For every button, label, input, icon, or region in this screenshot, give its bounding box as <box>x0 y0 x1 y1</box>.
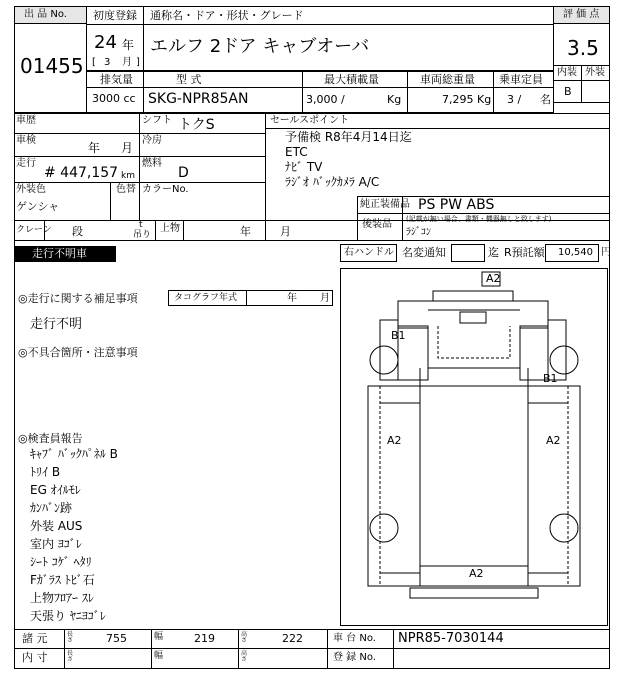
inspection-label: 車検 <box>16 135 36 146</box>
inspector-item: 天張り ﾔﾆﾖｺﾞﾚ <box>30 609 106 623</box>
type-value: SKG-NPR85AN <box>148 91 249 107</box>
gvw-value: 7,295 <box>442 93 474 106</box>
model-label: 通称名・ドア・形状・グレード <box>150 9 304 22</box>
sales-point-line: 予備検 R8年4月14日迄 <box>285 130 412 144</box>
sales-point-line: ETC <box>285 145 308 159</box>
body-month: 月 <box>280 225 291 238</box>
inspection-year: 年 <box>88 141 101 155</box>
divider <box>183 220 184 240</box>
inspector-item: 上物ﾌﾛｱｰ ｽﾚ <box>30 591 94 605</box>
shift-label: シフト <box>142 115 172 126</box>
dims-label: 諸 元 <box>22 632 48 645</box>
inspector-item: ﾄﾘｲ B <box>30 465 61 479</box>
inner-length-label: 長さ <box>67 650 74 663</box>
divider <box>14 156 265 157</box>
divider <box>155 220 156 240</box>
inspector-item: EG ｵｲﾙﾓﾚ <box>30 483 81 497</box>
body-label: 上物 <box>160 223 180 234</box>
aftermarket-value: ﾗｼﾞｺﾝ <box>406 227 431 238</box>
color-value: ゲンシャ <box>16 200 60 213</box>
inspection-month: 月 <box>121 141 134 155</box>
tacho-month: 月 <box>320 293 330 304</box>
inspector-item: Fｶﾞﾗｽ ﾄﾋﾞ石 <box>30 573 95 587</box>
length-value: 755 <box>106 632 127 645</box>
deadline-label: 迄 <box>488 246 499 259</box>
divider <box>581 65 582 103</box>
recycle-deposit-value: 10,540 <box>558 247 593 258</box>
divider <box>143 24 554 25</box>
mileage-unit: km <box>121 171 135 181</box>
registration-year-unit: 年 <box>122 38 135 52</box>
ac-label: 冷房 <box>142 135 162 146</box>
registration-label: 初度登録 <box>93 9 137 22</box>
type-label: 型 式 <box>176 73 202 86</box>
damage-mark-bed-right: A2 <box>546 434 561 447</box>
running-notes-title: ◎走行に関する補足事項 <box>18 292 138 305</box>
unknown-mileage-text: 走行不明車 <box>32 247 87 260</box>
aftermarket-label: 後装品 <box>362 219 392 230</box>
displacement-value: 3000 cc <box>92 92 136 105</box>
color-label: 外装色 <box>16 184 46 195</box>
crane-t: t <box>139 220 143 230</box>
mileage-label: 走行 <box>16 158 36 169</box>
divider <box>14 648 610 649</box>
recycle-deposit-label: R預託額 <box>504 246 545 259</box>
unknown-mileage-banner <box>14 246 116 262</box>
bracket-close: ] <box>136 57 140 68</box>
height-value: 222 <box>282 632 303 645</box>
displacement-label: 排気量 <box>100 73 133 86</box>
crane-label: クレーン <box>16 225 52 235</box>
score-label: 評 価 点 <box>563 9 600 20</box>
model-name: エルフ 2ドア キャブオーバ <box>150 36 370 57</box>
crane-hang: 吊り <box>133 230 152 240</box>
score-value: 3.5 <box>567 36 599 60</box>
body-year: 年 <box>240 225 251 238</box>
damage-mark-bed-left: A2 <box>387 434 402 447</box>
divider <box>139 113 140 220</box>
interior-label: 内装 <box>557 67 577 78</box>
shift-value: トクS <box>178 117 215 133</box>
mileage-value: # 447,157 <box>44 165 119 181</box>
divider <box>14 182 265 183</box>
damage-mark-front: A2 <box>486 272 501 285</box>
inspector-title: ◎検査員報告 <box>18 432 83 445</box>
history-label: 車歴 <box>16 115 36 126</box>
exterior-label: 外装 <box>585 67 605 78</box>
divider <box>86 24 144 25</box>
chassis-value: NPR85-7030144 <box>398 631 504 646</box>
sales-point-label: セールスポイント <box>270 115 350 126</box>
registration-no-label: 登 録 No. <box>333 652 376 663</box>
recycle-deposit-unit: 円 <box>601 247 611 258</box>
registration-year: 24 <box>94 32 117 53</box>
registration-month-unit: 月 <box>122 57 132 68</box>
divider <box>110 182 111 220</box>
divider <box>64 629 65 669</box>
divider <box>238 629 239 669</box>
inspector-item: 室内 ﾖｺﾞﾚ <box>30 537 82 551</box>
name-change-label: 名変通知 <box>402 246 446 259</box>
inner-dims-label: 内 寸 <box>22 651 48 664</box>
gvw-unit: Kg <box>477 93 492 106</box>
divider <box>86 87 554 88</box>
loadcap-unit: Kg <box>387 93 402 106</box>
width-label: 幅 <box>154 632 164 642</box>
divider <box>493 71 494 113</box>
sales-point-line: ﾅﾋﾞ TV <box>285 160 323 174</box>
name-change-date <box>451 244 485 262</box>
aftermarket-note: (記載が無い場合、書類・機器無しと致します) <box>406 215 552 223</box>
equipment-value: PS PW ABS <box>418 197 495 213</box>
divider <box>302 71 303 113</box>
crane-step: 段 <box>72 225 83 238</box>
capacity-value: 3 / <box>507 93 522 106</box>
divider <box>407 71 408 113</box>
loadcap-label: 最大積載量 <box>324 73 379 86</box>
fuel-value: D <box>178 165 189 181</box>
capacity-label: 乗車定員 <box>499 73 543 86</box>
color-no-label: カラーNo. <box>142 184 189 195</box>
divider <box>246 290 247 306</box>
inspector-item: ｷｬﾌﾞ ﾊﾞｯｸﾊﾟﾈﾙ B <box>30 447 118 461</box>
fuel-label: 燃料 <box>142 158 162 169</box>
height-label: 高さ <box>241 631 248 644</box>
running-notes-text: 走行不明 <box>30 317 83 332</box>
inner-width-label: 幅 <box>154 651 164 661</box>
divider <box>151 629 152 669</box>
divider <box>357 213 610 214</box>
loadcap-value: 3,000 / <box>306 93 345 106</box>
interior-grade: B <box>564 85 572 98</box>
color-change-label: 色替 <box>116 184 136 195</box>
divider <box>14 133 265 134</box>
bracket-open: [ <box>92 57 96 68</box>
divider <box>357 196 358 240</box>
capacity-unit: 名 <box>540 93 551 106</box>
divider <box>143 71 144 113</box>
divider <box>265 128 610 129</box>
inner-height-label: 高さ <box>241 650 248 663</box>
faults-title: ◎不具合箇所・注意事項 <box>18 346 138 359</box>
divider <box>14 629 610 630</box>
tacho-year: 年 <box>287 293 297 304</box>
tacho-label: タコグラフ年式 <box>174 293 238 303</box>
lot-label: 出 品 No. <box>24 9 67 20</box>
inspector-item: ｶﾝﾊﾞﾝ跡 <box>30 501 73 515</box>
divider <box>14 240 610 241</box>
width-value: 219 <box>194 632 215 645</box>
damage-mark-cab-right: B1 <box>543 372 558 385</box>
inspector-item: 外装 AUS <box>30 519 83 533</box>
gvw-label: 車両総重量 <box>420 73 475 86</box>
equipment-label: 純正装備品 <box>360 199 410 210</box>
lot-number: 01455 <box>20 54 84 78</box>
inspector-item: ｼｰﾄ ｺｹﾞ ﾍﾀﾘ <box>30 555 92 569</box>
length-label: 長さ <box>67 631 74 644</box>
damage-mark-cab-left: B1 <box>391 329 406 342</box>
divider <box>327 629 328 669</box>
damage-mark-rear: A2 <box>469 567 484 580</box>
chassis-label: 車 台 No. <box>333 633 376 644</box>
registration-month: 3 <box>104 57 111 68</box>
sales-point-line: ﾗｼﾞｵ ﾊﾞｯｸｶﾒﾗ A/C <box>285 175 380 189</box>
rhd-label: 右ハンドル <box>344 247 394 258</box>
divider <box>393 629 394 669</box>
divider <box>14 113 610 114</box>
